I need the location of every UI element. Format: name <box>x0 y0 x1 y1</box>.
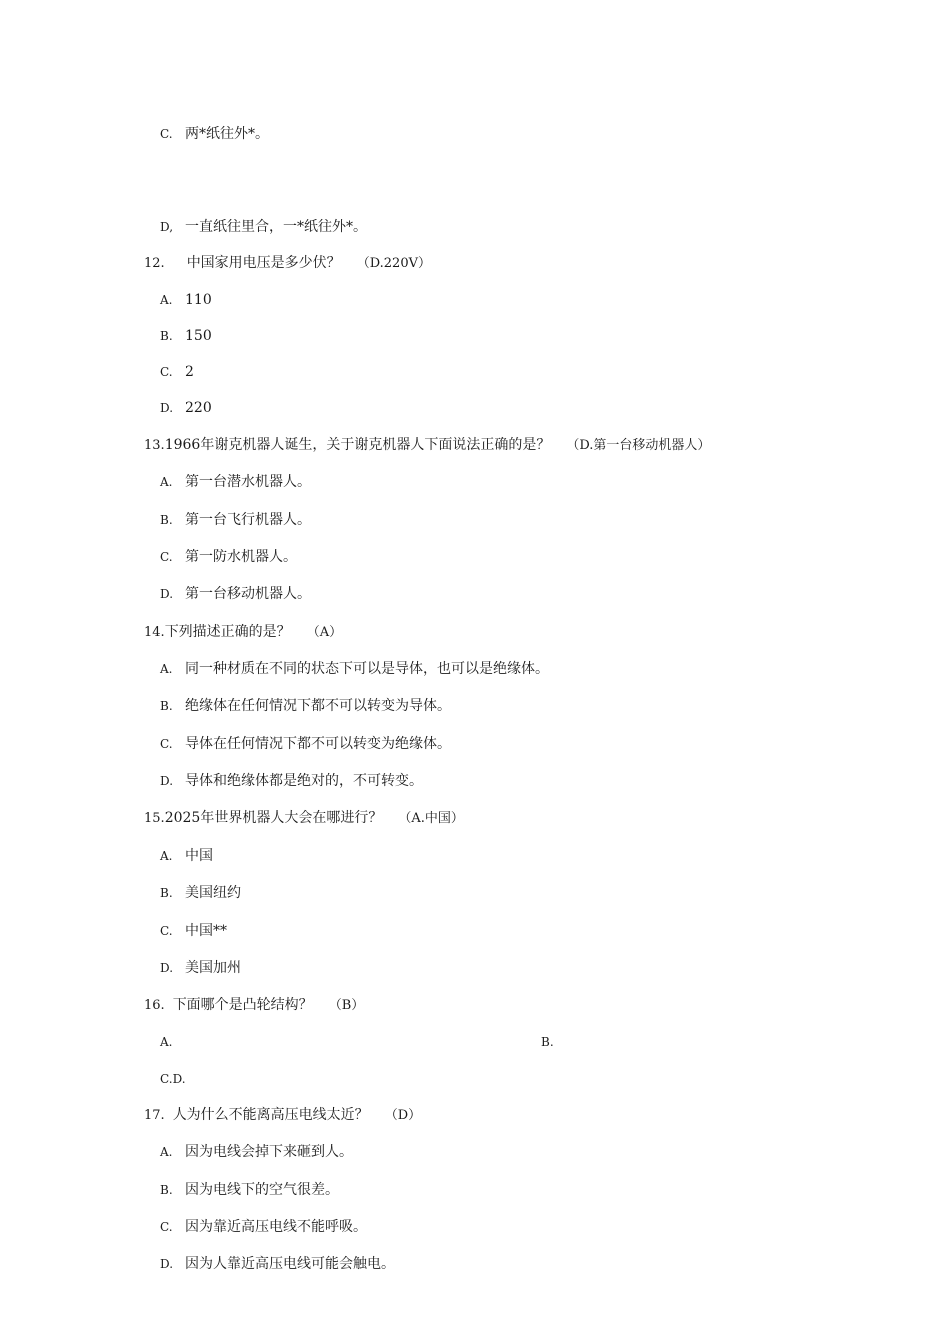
option-a <box>160 473 311 491</box>
question-number: 13. <box>144 438 165 453</box>
option-d <box>160 959 241 977</box>
option-label: C. <box>160 127 173 141</box>
option-text: 中国 <box>185 848 213 864</box>
option-label: D. <box>160 587 174 601</box>
option-text: 第一台飞行机器人。 <box>185 512 311 528</box>
option-text: 因为靠近高压电线不能呼吸。 <box>185 1219 367 1235</box>
option-d <box>160 585 311 603</box>
question-13 <box>144 436 710 455</box>
option-d <box>160 772 423 790</box>
option-b <box>160 511 311 529</box>
option-text: 第一台移动机器人。 <box>185 586 311 602</box>
option-label: A. <box>160 1145 173 1159</box>
option-a <box>160 1143 353 1161</box>
option-b <box>160 884 241 902</box>
option-label: D. <box>160 1257 174 1271</box>
question-answer: （B） <box>328 998 365 1013</box>
option-a <box>160 1033 185 1051</box>
option-c <box>160 548 297 566</box>
option-c-prev <box>160 125 269 143</box>
question-15 <box>144 809 464 828</box>
option-label: C.D. <box>160 1072 186 1086</box>
option-text: 导体和绝缘体都是绝对的，不可转变。 <box>185 773 423 789</box>
option-d <box>160 399 212 417</box>
question-14 <box>144 623 342 642</box>
option-label: B. <box>160 329 173 343</box>
option-label: B. <box>160 886 173 900</box>
option-c-d <box>160 1070 186 1088</box>
question-number: 12. <box>144 256 165 271</box>
option-a <box>160 291 212 309</box>
option-label: A. <box>160 293 173 307</box>
option-b <box>160 1181 339 1199</box>
option-label: A. <box>160 849 173 863</box>
option-c <box>160 1218 367 1236</box>
option-label: A. <box>160 475 173 489</box>
question-number: 14. <box>144 625 165 640</box>
question-answer: （D.220V） <box>356 256 431 271</box>
option-label: D, <box>160 220 174 234</box>
option-c <box>160 922 227 940</box>
option-text: 因为人靠近高压电线可能会触电。 <box>185 1256 395 1272</box>
option-label: A. <box>160 1035 173 1049</box>
option-text: 绝缘体在任何情况下都不可以转变为导体。 <box>185 698 451 714</box>
option-text: 110 <box>185 292 212 308</box>
option-text: 150 <box>185 328 212 344</box>
question-answer: （D.第一台移动机器人） <box>566 438 711 453</box>
option-label: B. <box>160 1183 173 1197</box>
option-label: D. <box>160 774 174 788</box>
question-text: 2025年世界机器人大会在哪进行？ <box>164 810 383 826</box>
option-b <box>160 697 451 715</box>
option-d <box>160 1255 395 1273</box>
option-label: D. <box>160 401 174 415</box>
option-text: 一直纸往里合，一*纸往外*。 <box>185 219 367 235</box>
option-label: C. <box>160 1220 173 1234</box>
option-text: 美国纽约 <box>185 885 241 901</box>
option-c <box>160 735 451 753</box>
option-a <box>160 660 549 678</box>
option-label: B. <box>541 1035 554 1049</box>
option-a <box>160 847 213 865</box>
option-d-prev <box>160 218 367 236</box>
question-text: 下列描述正确的是？ <box>164 624 291 640</box>
question-text: 中国家用电压是多少伏？ <box>186 255 341 271</box>
question-17 <box>144 1106 421 1125</box>
option-text: 导体在任何情况下都不可以转变为绝缘体。 <box>185 736 451 752</box>
option-label: B. <box>160 699 173 713</box>
option-text: 中国** <box>185 923 227 939</box>
option-label: C. <box>160 365 173 379</box>
option-text: 因为电线会掉下来砸到人。 <box>185 1144 353 1160</box>
option-label: B. <box>160 513 173 527</box>
question-number: 16. <box>144 998 165 1013</box>
option-b <box>541 1033 566 1051</box>
option-label: A. <box>160 662 173 676</box>
option-label: D. <box>160 961 174 975</box>
option-text: 同一种材质在不同的状态下可以是导体，也可以是绝缘体。 <box>185 661 549 677</box>
question-text: 下面哪个是凸轮结构？ <box>172 997 313 1013</box>
question-answer: （D） <box>384 1108 422 1123</box>
question-answer: （A.中国） <box>398 811 464 826</box>
option-label: C. <box>160 550 173 564</box>
option-text: 因为电线下的空气很差。 <box>185 1182 339 1198</box>
option-text: 美国加州 <box>185 960 241 976</box>
question-number: 15. <box>144 811 165 826</box>
option-text: 220 <box>185 400 212 416</box>
option-text: 第一台潜水机器人。 <box>185 474 311 490</box>
question-text: 人为什么不能离高压电线太近？ <box>172 1107 369 1123</box>
question-12 <box>144 254 431 273</box>
question-16 <box>144 996 364 1015</box>
option-text: 2 <box>185 364 194 380</box>
question-answer: （A） <box>306 625 343 640</box>
question-text: 1966年谢克机器人诞生，关于谢克机器人下面说法正确的是？ <box>164 437 551 453</box>
option-text: 第一防水机器人。 <box>185 549 297 565</box>
option-label: C. <box>160 737 173 751</box>
option-b <box>160 327 212 345</box>
question-number: 17. <box>144 1108 165 1123</box>
option-label: C. <box>160 924 173 938</box>
option-c <box>160 363 194 381</box>
option-text: 两*纸往外*。 <box>185 126 269 142</box>
